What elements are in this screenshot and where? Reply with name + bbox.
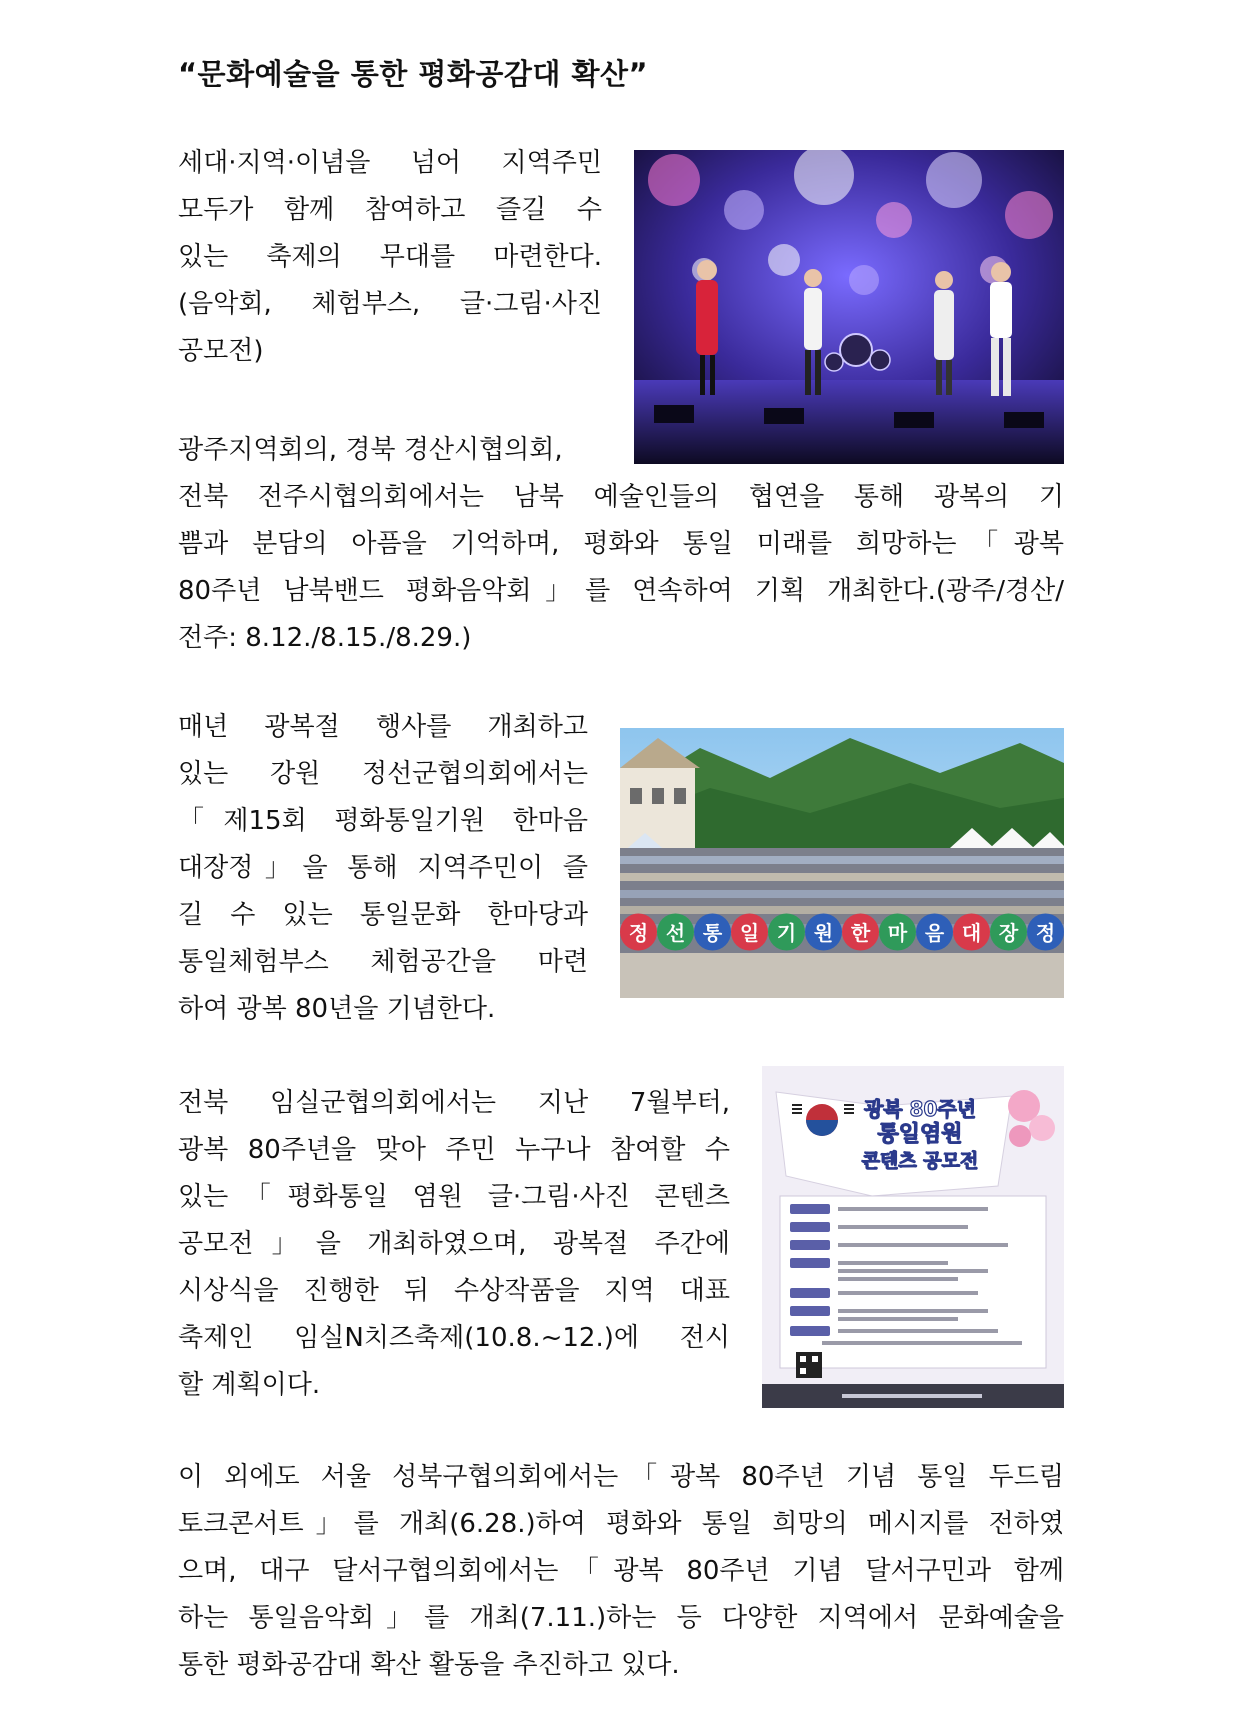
text-line: 길 수 있는 통일문화 한마당과 [178,900,588,930]
text-line: 통일체험부스 체험공간을 마련 [178,947,588,977]
text-line: 모두가 함께 참여하고 즐길 수 [178,195,602,225]
text-line: 있는 강원 정선군협의회에서는 [178,759,588,789]
hanmaeum-banner-row [620,906,1064,958]
text-line: 이 외에도 서울 성북구협의회에서는「광복 80주년 기념 통일 두드림 [178,1462,1064,1492]
banner-character: 선 [665,921,686,945]
text-line: 쁨과 분담의 아픔을 기억하며, 평화와 통일 미래를 희망하는「광복 [178,529,1064,559]
text-line: 전북 임실군협의회에서는 지난 7월부터, [178,1088,730,1118]
paragraph-imsil-contest [178,1080,730,1409]
banner-character: 기 [776,921,797,945]
banner-character: 통 [702,921,723,945]
text-line: 전북 전주시협의회에서는 남북 예술인들의 협연을 통해 광복의 기 [178,482,1064,512]
text-line: 공모전」을 개최하였으며, 광복절 주간에 [178,1229,730,1259]
poster-title-line-2: 통일염원 [877,1122,963,1147]
text-line: 으며, 대구 달서구협의회에서는「광복 80주년 기념 달서구민과 함께 [178,1556,1064,1586]
banner-character: 한 [850,921,871,945]
text-line: 광복 80주년을 맞아 주민 누구나 참여할 수 [178,1135,730,1165]
contest-poster-image [762,1066,1064,1408]
banner-character: 일 [739,921,760,945]
paragraph-festival-intro [178,140,602,375]
text-line: 하여 광복 80년을 기념한다. [178,994,496,1024]
text-line: 광주지역회의, 경북 경산시협의회, [178,435,563,465]
text-line: 80주년 남북밴드 평화음악회」를 연속하여 기획 개최한다.(광주/경산/ [178,576,1064,606]
banner-character: 장 [998,921,1019,945]
text-line: 대장정」을 통해 지역주민이 즐 [178,853,588,883]
banner-character: 정 [628,921,649,945]
text-line: 시상식을 진행한 뒤 수상작품을 지역 대표 [178,1276,730,1306]
text-line: 공모전) [178,336,264,366]
text-line: 있는 축제의 무대를 마련한다. [178,242,602,272]
banner-character: 대 [961,921,982,945]
text-line: 전주: 8.12./8.15./8.29.) [178,623,472,653]
section-title: “문화예술을 통한 평화공감대 확산” [178,57,649,91]
concert-stage-photo [634,150,1064,464]
banner-character: 원 [813,921,834,945]
paragraph-other-regions [178,1454,1064,1689]
text-line: (음악회, 체험부스, 글·그림·사진 [178,289,602,319]
banner-character: 음 [924,921,945,945]
text-line: 축제인 임실N치즈축제(10.8.~12.)에 전시 [178,1323,730,1353]
text-line: 매년 광복절 행사를 개최하고 [178,712,588,742]
paragraph-peace-concert [178,427,1064,662]
banner-character: 정 [1035,921,1056,945]
text-line: 할 계획이다. [178,1370,321,1400]
banner-character: 마 [887,921,908,945]
text-line: 「제15회 평화통일기원 한마음 [178,806,588,836]
text-line: 토크콘서트」를 개최(6.28.)하여 평화와 통일 희망의 메시지를 전하였 [178,1509,1064,1539]
text-line: 하는 통일음악회」를 개최(7.11.)하는 등 다양한 지역에서 문화예술을 [178,1603,1064,1633]
text-line: 있는「평화통일 염원 글·그림·사진 콘텐츠 [178,1182,730,1212]
poster-title-line-3: 콘텐츠 공모전 [861,1150,979,1172]
text-line: 세대·지역·이념을 넘어 지역주민 [178,148,602,178]
poster-title-line-1: 광복 80주년 [863,1097,977,1121]
text-line: 통한 평화공감대 확산 활동을 추진하고 있다. [178,1650,680,1680]
paragraph-jeongseon-march [178,704,588,1033]
